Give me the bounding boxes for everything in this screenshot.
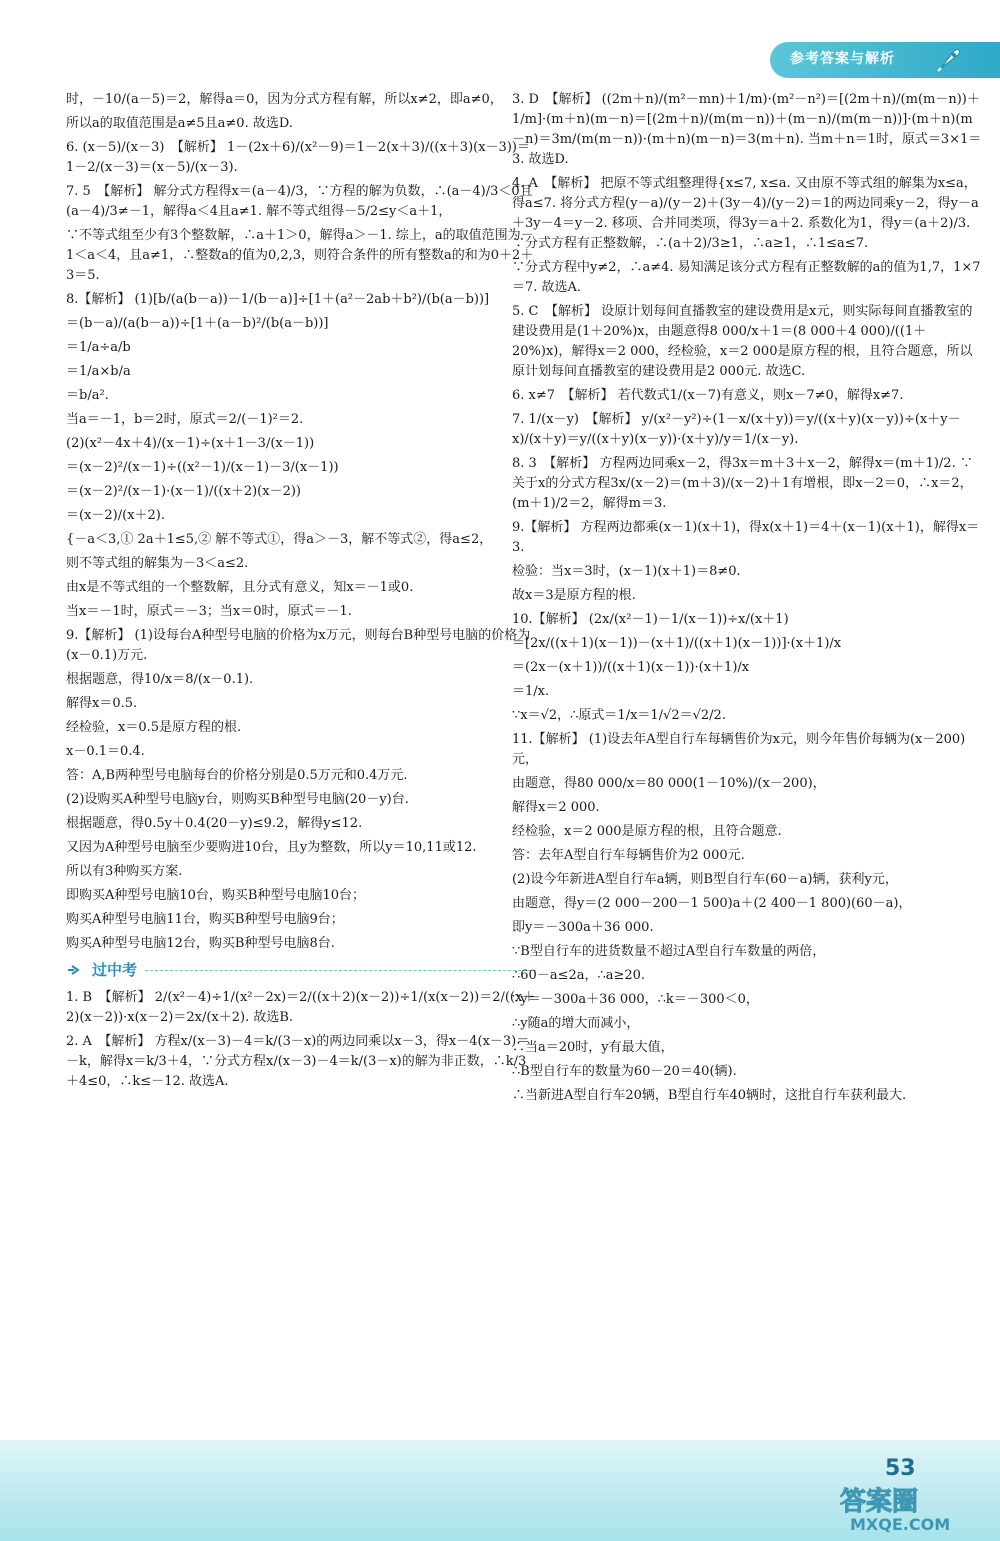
answer-line: (2)(x²－4x＋4)/(x－1)÷(x＋1－3/(x－1)) bbox=[66, 436, 315, 451]
left-column bbox=[66, 90, 536, 1098]
answer-line: 故x＝3是原方程的根. bbox=[512, 588, 636, 603]
answer-line: 经检验，x＝0.5是原方程的根. bbox=[66, 720, 242, 735]
answer-line: 解得x＝0.5. bbox=[66, 696, 138, 711]
answer-line: ∵不等式组至少有3个整数解，∴a＋1＞0，解得a＞－1. 综上，a的取值范围为－1＜a＜4，且a≠1，∴整数a的值为0,2,3，则符合条件的所有整数a的和为0＋2＋3＝5. bbox=[66, 228, 534, 283]
answer-line: 11.【解析】 (1)设去年A型自行车每辆售价为x元，则今年售价每辆为(x－200)元， bbox=[512, 732, 966, 767]
answer-line: 10.【解析】 (2x/(x²－1)－1/(x－1))÷x/(x＋1) bbox=[512, 612, 789, 627]
answer-line: 根据题意，得0.5y＋0.4(20－y)≤9.2，解得y≤12. bbox=[66, 816, 363, 831]
header-title: 参考答案与解析 bbox=[790, 51, 895, 67]
answer-block bbox=[512, 90, 982, 1106]
answer-line: 7. 1/(x－y) 【解析】 y/(x²－y²)÷(1－x/(x＋y))＝y/((x＋y)(x－y))÷(x＋y－x)/(x＋y)＝y/((x＋y)(x－y))·(x＋y)/y＝1/(x－y). bbox=[512, 412, 961, 447]
section-rule bbox=[145, 970, 536, 971]
answer-line: 解得x＝2 000. bbox=[512, 800, 600, 815]
answer-line: {－a＜3,① 2a＋1≤5,② 解不等式①，得a＞－3，解不等式②，得a≤2， bbox=[66, 532, 493, 547]
answer-line: 4. A 【解析】 把原不等式组整理得{x≤7, x≤a. 又由原不等式组的解集为x≤a，得a≤7. 将分式方程(y－a)/(y－2)＋(3y－4)/(y－2)＝1的两边同乘y－2，得y－a＋3y－4＝y－2. 移项、合并同类项，得3y＝a＋2. 系数化为1，得y＝(a＋2)/3. ∵分式方程有正整数解，∴(a＋2)/3≥1，∴a≥1，∴1≤a≤7. bbox=[512, 176, 979, 251]
answer-line: ∴B型自行车的数量为60－20＝40(辆). bbox=[512, 1064, 737, 1079]
answer-line: ＝1/a×b/a bbox=[66, 364, 131, 379]
answer-line: 9.【解析】 方程两边都乘(x－1)(x＋1)，得x(x＋1)＝4＋(x－1)(x＋1)，解得x＝3. bbox=[512, 520, 980, 555]
answer-line: 由题意，得y＝(2 000－200－1 500)a＋(2 400－1 800)(60－a)， bbox=[512, 896, 912, 911]
answer-line: 即y＝－300a＋36 000. bbox=[512, 920, 654, 935]
answer-block bbox=[66, 90, 536, 954]
answer-line: 当a＝－1，b＝2时，原式＝2/(－1)²＝2. bbox=[66, 412, 304, 427]
answer-line: ＝(2x－(x＋1))/((x＋1)(x－1))·(x＋1)/x bbox=[512, 660, 750, 675]
answer-line: ∴60－a≤2a，∴a≥20. bbox=[512, 968, 646, 983]
svg-text:MXQE.COM: MXQE.COM bbox=[850, 1515, 951, 1534]
answer-line: 8. 3 【解析】 方程两边同乘x－2，得3x＝m＋3＋x－2，解得x＝(m＋1)/2. ∵关于x的分式方程3x/(x－2)＝(m＋3)/(x－2)＋1有增根，即x－2＝0，∴x＝2，(m＋1)/2＝2，解得m＝3. bbox=[512, 456, 973, 511]
answer-line: ＝(x－2)/(x＋2). bbox=[66, 508, 166, 523]
answer-line: ∵分式方程中y≠2，∴a≠4. 易知满足该分式方程有正整数解的a的值为1,7，1×7＝7. 故选A. bbox=[512, 260, 981, 295]
answer-line: ＝(x－2)²/(x－1)÷((x²－1)/(x－1)－3/(x－1)) bbox=[66, 460, 339, 475]
answer-line: 5. C 【解析】 设原计划每间直播教室的建设费用是x元，则实际每间直播教室的建设费用是(1＋20%)x，由题意得8 000/x＋1＝(8 000＋4 000)/((1＋20%)x)，解得x＝2 000，经检验，x＝2 000是原方程的根，且符合题意，所以原计划每间直播教室的建设费用是2 000元. 故选C. bbox=[512, 304, 973, 379]
answer-line: 所以a的取值范围是a≠5且a≠0. 故选D. bbox=[66, 116, 293, 131]
section-heading bbox=[66, 960, 536, 980]
answer-block bbox=[66, 988, 536, 1092]
watermark-logo bbox=[830, 1480, 990, 1535]
answer-line: (2)设购买A种型号电脑y台，则购买B种型号电脑(20－y)台. bbox=[66, 792, 409, 807]
answer-line: 答：A,B两种型号电脑每台的价格分别是0.5万元和0.4万元. bbox=[66, 768, 408, 783]
answer-line: 所以有3种购买方案. bbox=[66, 864, 183, 879]
answer-line: x－0.1＝0.4. bbox=[66, 744, 145, 759]
answer-line: ∴当a＝20时，y有最大值， bbox=[512, 1040, 674, 1055]
answer-line: 又因为A种型号电脑至少要购进10台，且y为整数，所以y＝10,11或12. bbox=[66, 840, 477, 855]
answer-line: 1. B 【解析】 2/(x²－4)÷1/(x²－2x)＝2/((x＋2)(x－2))÷1/(x(x－2))＝2/((x＋2)(x－2))·x(x－2)＝2x/(x＋2). 故选B. bbox=[66, 990, 536, 1025]
answer-line: ＝1/a÷a/b bbox=[66, 340, 131, 355]
answer-line: 则不等式组的解集为－3＜a≤2. bbox=[66, 556, 249, 571]
answer-line: ＝1/x. bbox=[512, 684, 550, 699]
answer-line: ∵x＝√2，∴原式＝1/x＝1/√2＝√2/2. bbox=[512, 708, 726, 723]
answer-line: ＝b/a². bbox=[66, 388, 109, 403]
answer-line: ＝(b－a)/(a(b－a))÷[1＋(a－b)²/(b(a－b))] bbox=[66, 316, 329, 331]
answer-line: 即购买A种型号电脑10台，购买B种型号电脑10台； bbox=[66, 888, 366, 903]
section-title: 过中考 bbox=[92, 961, 138, 979]
answer-line: 当x＝－1时，原式＝－3；当x＝0时，原式＝－1. bbox=[66, 604, 352, 619]
answer-line: 由x是不等式组的一个整数解，且分式有意义，知x＝－1或0. bbox=[66, 580, 414, 595]
answer-line: ＝[2x/((x＋1)(x－1))－(x＋1)/((x＋1)(x－1))]·(x＋1)/x bbox=[512, 636, 842, 651]
answer-line: 经检验，x＝2 000是原方程的根，且符合题意. bbox=[512, 824, 782, 839]
answer-line: ∴当新进A型自行车20辆，B型自行车40辆时，这批自行车获利最大. bbox=[512, 1088, 907, 1103]
answer-line: 时，－10/(a－5)＝2，解得a＝0，因为分式方程有解，所以x≠2，即a≠0， bbox=[66, 92, 503, 107]
answer-line: 由题意，得80 000/x＝80 000(1－10%)/(x－200)， bbox=[512, 776, 826, 791]
answer-line: 购买A种型号电脑11台，购买B种型号电脑9台； bbox=[66, 912, 344, 927]
arrow-icon bbox=[66, 962, 86, 978]
answer-line: ∴y随a的增大而减小， bbox=[512, 1016, 640, 1031]
answer-line: 答：去年A型自行车每辆售价为2 000元. bbox=[512, 848, 745, 863]
answer-line: ＝(x－2)²/(x－1)·(x－1)/((x＋2)(x－2)) bbox=[66, 484, 301, 499]
rocket-icon bbox=[935, 44, 965, 74]
page-number: 53 bbox=[885, 1456, 916, 1481]
answer-line: 根据题意，得10/x＝8/(x－0.1). bbox=[66, 672, 254, 687]
right-column bbox=[512, 90, 982, 1112]
answer-line: 检验：当x＝3时，(x－1)(x＋1)＝8≠0. bbox=[512, 564, 741, 579]
answer-line: 9.【解析】 (1)设每台A种型号电脑的价格为x万元，则每台B种型号电脑的价格为(x－0.1)万元. bbox=[66, 628, 531, 663]
answer-line: 6. x≠7 【解析】 若代数式1/(x－7)有意义，则x－7≠0，解得x≠7. bbox=[512, 388, 904, 403]
answer-line: 2. A 【解析】 方程x/(x－3)－4＝k/(3－x)的两边同乘以x－3，得x－4(x－3)＝－k，解得x＝k/3＋4，∵分式方程x/(x－3)－4＝k/(3－x)的解为非正数，∴k/3＋4≤0，∴k≤－12. 故选A. bbox=[66, 1034, 530, 1089]
answer-line: 购买A种型号电脑12台，购买B种型号电脑8台. bbox=[66, 936, 335, 951]
answer-line: 8.【解析】 (1)[b/(a(b－a))－1/(b－a)]÷[1＋(a²－2ab＋b²)/(b(a－b))] bbox=[66, 292, 490, 307]
answer-line: 7. 5 【解析】 解分式方程得x＝(a－4)/3，∵方程的解为负数，∴(a－4)/3＜0且(a－4)/3≠－1，解得a＜4且a≠1. 解不等式组得－5/2≤y＜a＋1， bbox=[66, 184, 533, 219]
svg-text:答案圈: 答案圈 bbox=[840, 1487, 919, 1517]
answer-line: ∵y＝－300a＋36 000，∴k＝－300＜0， bbox=[512, 992, 759, 1007]
answer-line: 3. D 【解析】 ((2m＋n)/(m²－mn)＋1/m)·(m²－n²)＝[(2m＋n)/(m(m－n))＋1/m]·(m＋n)(m－n)＝[(2m＋n)/(m(m－n))＋(m－n)/(m(m－n))]·(m＋n)(m－n)＝3m/(m(m－n))·(m＋n)(m－n)＝3(m＋n). 当m＋n＝1时，原式＝3×1＝3. 故选D. bbox=[512, 92, 982, 167]
answer-line: ∵B型自行车的进货数量不超过A型自行车数量的两倍， bbox=[512, 944, 826, 959]
answer-line: (2)设今年新进A型自行车a辆，则B型自行车(60－a)辆，获利y元， bbox=[512, 872, 898, 887]
answer-line: 6. (x－5)/(x－3) 【解析】 1－(2x＋6)/(x²－9)＝1－2(x＋3)/((x＋3)(x－3))＝1－2/(x－3)＝(x－5)/(x－3). bbox=[66, 140, 530, 175]
